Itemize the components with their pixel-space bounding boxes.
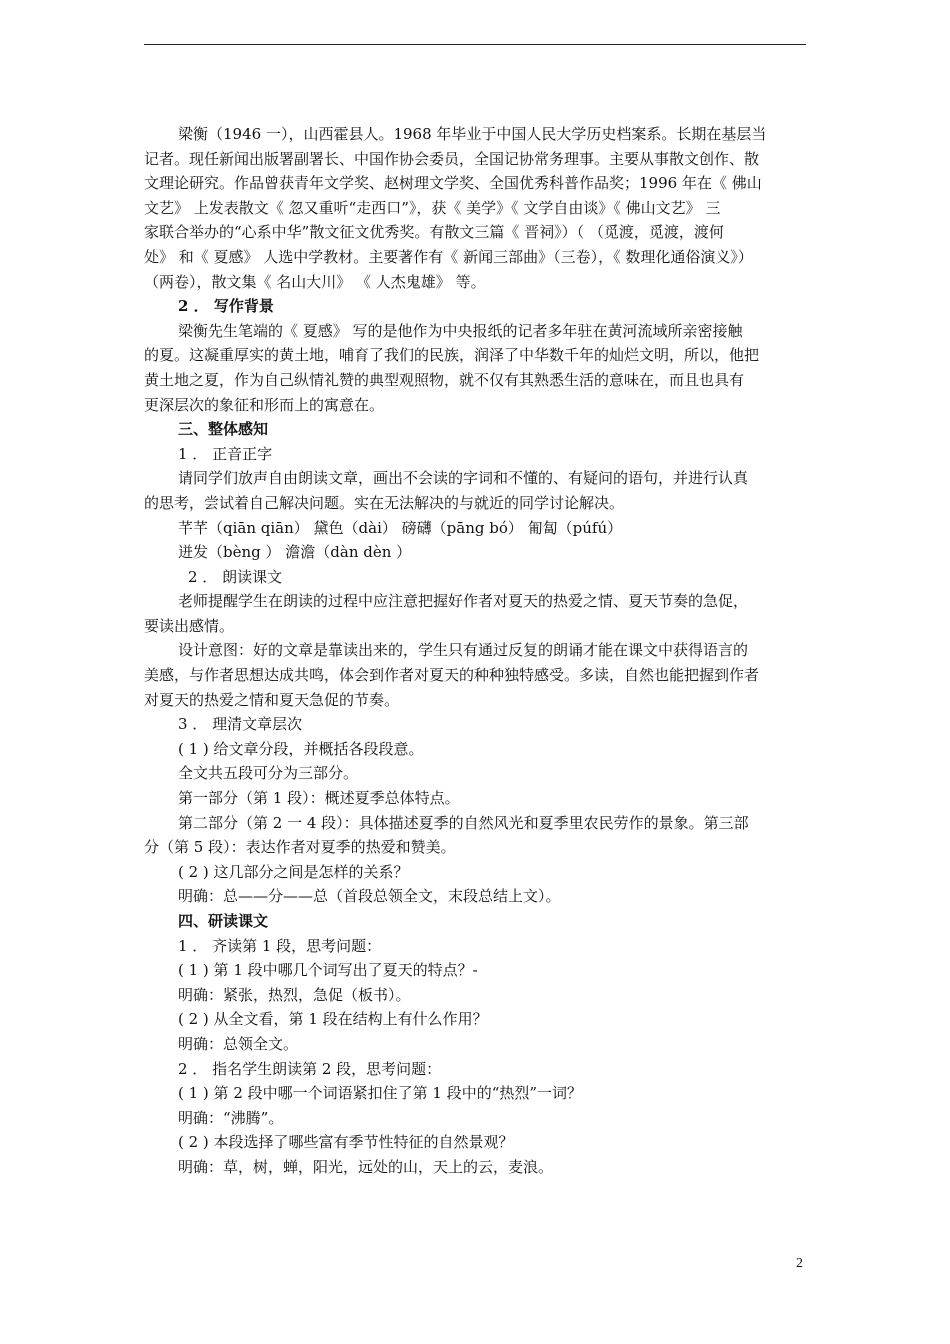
bio-line-4: 文艺》 上发表散文《 忽又重听“走西口”》，获《 美学》《 文学自由谈》《 佛山文艺》 三 [144, 198, 721, 217]
vocabulary-line-2: 迸发（bèng ） 澹澹（dàn dèn ） [178, 543, 412, 562]
design-intent-line-3: 对夏天的热爱之情和夏天急促的节奏。 [144, 690, 400, 709]
subheading-pronunciation: 1 ． 正音正字 [178, 444, 273, 463]
structure-line-1: 全文共五段可分为三部分。 [178, 764, 359, 783]
study-answer-1-1: 明确：紧张，热烈，急促（板书）。 [178, 985, 411, 1004]
section-heading-overall: 三、整体感知 [178, 420, 269, 439]
bio-line-7: （两卷），散文集《 名山大川》 《 人杰鬼雄》 等。 [144, 272, 486, 291]
bio-line-2: 记者。现任新闻出版署副署长、中国作协会委员，全国记协常务理事。主要从事散文创作、散 [144, 149, 760, 168]
study-question-1-1: ( 1 ) 第 1 段中哪几个词写出了夏天的特点？- [178, 961, 478, 980]
bio-line-1: 梁衡（1946 一），山西霍县人。1968 年毕业于中国人民大学历史档案系。长期在基层当 [178, 125, 767, 143]
structure-line-3: 第二部分（第 2 一 4 段）：具体描述夏季的自然风光和夏季里农民劳作的景象。第三部 [178, 813, 749, 832]
bio-line-6: 处》 和《 夏感》 人选中学教材。主要著作有《 新闻三部曲》（三卷），《 数理化通俗演义》） [144, 247, 753, 266]
structure-question-1: ( 1 ) 给文章分段，并概括各段段意。 [178, 739, 424, 758]
bio-line-3: 文理论研究。作品曾获青年文学奖、赵树理文学奖、全国优秀科普作品奖；1996 年在《 佛山 [144, 174, 762, 193]
page-number: 2 [796, 1256, 803, 1271]
read-aloud-line-2: 要读出感情。 [144, 616, 235, 635]
structure-answer: 明确：总——分——总（首段总领全文，末段总结上文）。 [178, 887, 561, 906]
design-intent-line-2: 美感，与作者思想达成共鸣，体会到作者对夏天的种种独特感受。多读，自然也能把握到作者 [144, 666, 760, 685]
study-answer-2-2: 明确：草，树，蝉，阳光，远处的山，天上的云，麦浪。 [178, 1157, 554, 1176]
reading-instruction-1: 请同学们放声自由朗读文章，画出不会读的字词和不懂的、有疑问的语句，并进行认真 [178, 469, 749, 488]
background-line-1: 梁衡先生笔端的《 夏感》 写的是他作为中央报纸的记者多年驻在黄河流域所亲密接触 [178, 321, 743, 340]
structure-question-2: ( 2 ) 这几部分之间是怎样的关系？ [178, 862, 409, 881]
read-aloud-line-1: 老师提醒学生在朗读的过程中应注意把握好作者对夏天的热爱之情、夏天节奏的急促， [178, 592, 749, 611]
study-answer-1-2: 明确：总领全文。 [178, 1034, 299, 1053]
study-item-1: 1 ． 齐读第 1 段，思考问题： [178, 936, 382, 955]
study-answer-2-1: 明确：“沸腾”。 [178, 1108, 284, 1127]
reading-instruction-2: 的思考，尝试着自己解决问题。实在无法解决的与就近的同学讨论解决。 [144, 493, 625, 512]
bio-line-5: 家联合举办的“心系中华”散文征文优秀奖。有散文三篇《 晋祠》）（ （觅渡，觅渡，渡何 [144, 223, 724, 242]
subheading-structure: 3 ． 理清文章层次 [178, 715, 303, 734]
background-line-3: 黄土地之夏，作为自己纵情礼赞的典型观照物，就不仅有其熟悉生活的意味在，而且也具有 [144, 370, 745, 389]
header-rule [144, 44, 806, 45]
background-line-4: 更深层次的象征和形而上的寓意在。 [144, 395, 385, 414]
structure-line-4: 分（第 5 段）：表达作者对夏季的热爱和赞美。 [144, 838, 456, 857]
study-question-1-2: ( 2 ) 从全文看，第 1 段在结构上有什么作用？ [178, 1010, 488, 1029]
document-body [144, 122, 808, 1180]
study-item-2: 2 ． 指名学生朗读第 2 段，思考问题： [178, 1059, 442, 1078]
subheading-read-aloud: 2 ． 朗读课文 [188, 567, 283, 586]
section-heading-background: 2 ． 写作背景 [178, 297, 274, 316]
section-heading-study: 四、研读课文 [178, 912, 269, 930]
design-intent-line-1: 设计意图：好的文章是靠读出来的，学生只有通过反复的朗诵才能在课文中获得语言的 [178, 641, 749, 660]
vocabulary-line-1: 芊芊（qiān qiān） 黛色（dài） 磅礴（pāng bó） 匍匐（púfú） [178, 518, 623, 537]
background-line-2: 的夏。这凝重厚实的黄土地，哺育了我们的民族，润泽了中华数千年的灿烂文明，所以，他把 [144, 346, 760, 365]
study-question-2-2: ( 2 ) 本段选择了哪些富有季节性特征的自然景观？ [178, 1133, 514, 1152]
study-question-2-1: ( 1 ) 第 2 段中哪一个词语紧扣住了第 1 段中的“热烈”一词？ [178, 1084, 583, 1103]
structure-line-2: 第一部分（第 1 段）：概述夏季总体特点。 [178, 789, 460, 808]
